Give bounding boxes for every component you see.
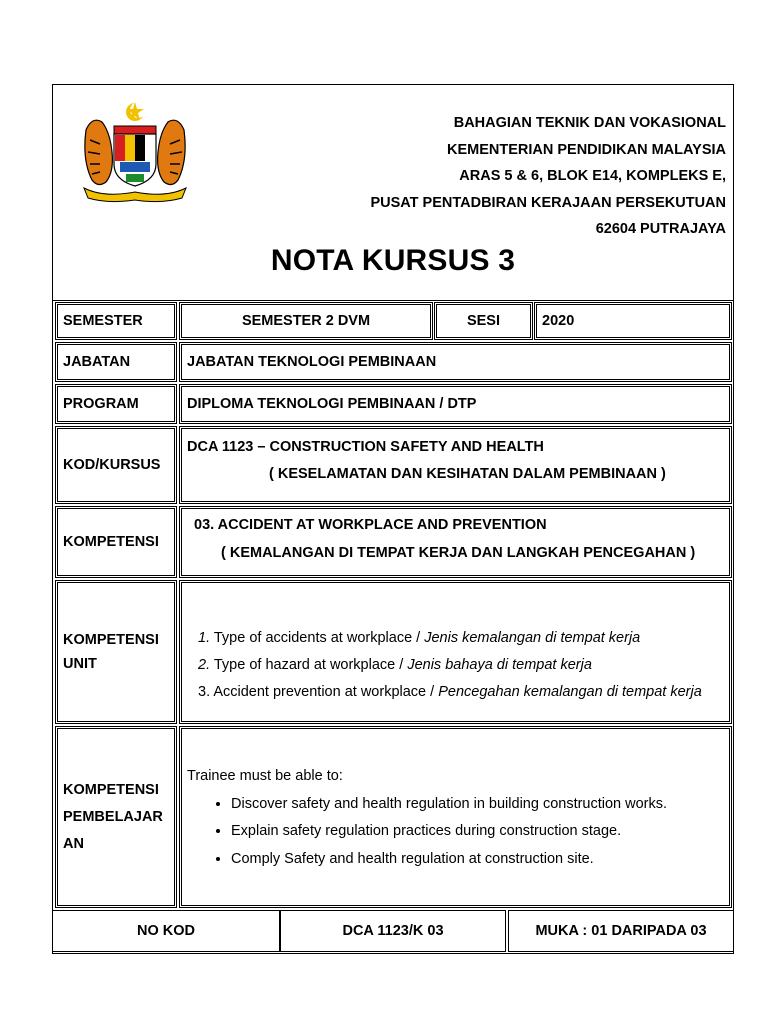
jabatan-label: JABATAN xyxy=(55,342,177,382)
kompetensi-pembelajaran-content xyxy=(179,726,732,908)
address-line: ARAS 5 & 6, BLOK E14, KOMPLEKS E, xyxy=(459,168,726,184)
address-line: 62604 PUTRAJAYA xyxy=(595,221,726,237)
sesi-label: SESI xyxy=(434,302,533,340)
program-label: PROGRAM xyxy=(55,384,177,424)
list-item: 3. Accident prevention at workplace / Pencegahan kemalangan di tempat kerja xyxy=(198,684,702,700)
address-line: KEMENTERIAN PENDIDIKAN MALAYSIA xyxy=(446,141,726,158)
kod-kursus-label: KOD/KURSUS xyxy=(55,426,177,504)
malaysia-coat-of-arms-icon xyxy=(78,100,192,204)
address-line: PUSAT PENTADBIRAN KERAJAAN PERSEKUTUAN xyxy=(370,194,726,211)
jabatan-value: JABATAN TEKNOLOGI PEMBINAAN xyxy=(179,342,732,382)
label-line: KOMPETENSI xyxy=(63,781,159,798)
kompetensi-label: KOMPETENSI xyxy=(55,506,177,578)
label-line: AN xyxy=(63,835,84,852)
competency-title-malay: ( KEMALANGAN DI TEMPAT KERJA DAN LANGKAH PENCEGAHAN ) xyxy=(221,545,696,561)
semester-label: SEMESTER xyxy=(55,302,177,340)
kod-kursus-value xyxy=(179,426,732,504)
document-page xyxy=(52,84,734,954)
list-item: 2. Type of hazard at workplace / Jenis bahaya di tempat kerja xyxy=(198,657,592,673)
kompetensi-unit-list xyxy=(179,580,732,724)
address-line: BAHAGIAN TEKNIK DAN VOKASIONAL xyxy=(453,115,726,131)
list-item: • Comply Safety and health regulation at construction site. xyxy=(231,846,731,874)
list-item: 1. Type of accidents at workplace / Jenis kemalangan di tempat kerja xyxy=(198,630,641,646)
list-item: • Discover safety and health regulation in building construction works. xyxy=(231,791,731,819)
document-header xyxy=(52,84,734,301)
course-title-malay: ( KESELAMATAN DAN KESIHATAN DALAM PEMBINAAN ) xyxy=(269,466,666,482)
no-kod-label: NO KOD xyxy=(52,910,280,952)
document-title: NOTA KURSUS 3 xyxy=(270,244,516,277)
issuer-address xyxy=(370,110,726,243)
program-value: DIPLOMA TEKNOLOGI PEMBINAAN / DTP xyxy=(179,384,732,424)
document-code: DCA 1123/K 03 xyxy=(280,910,506,952)
kompetensi-pembelajaran-label xyxy=(55,726,177,908)
competency-title: 03. ACCIDENT AT WORKPLACE AND PREVENTION xyxy=(194,517,547,533)
label-line: PEMBELAJAR xyxy=(63,808,163,825)
objectives-list xyxy=(187,791,731,874)
page-number: MUKA : 01 DARIPADA 03 xyxy=(508,910,734,952)
intro-text: Trainee must be able to: xyxy=(187,768,343,784)
list-item: • Explain safety regulation practices during construction stage. xyxy=(231,818,731,846)
course-code-title: DCA 1123 – CONSTRUCTION SAFETY AND HEALTH xyxy=(187,439,544,455)
kompetensi-value xyxy=(179,506,732,578)
semester-value: SEMESTER 2 DVM xyxy=(179,302,433,340)
label-line: KOMPETENSI xyxy=(63,632,159,648)
sesi-value: 2020 xyxy=(534,302,732,340)
kompetensi-unit-label xyxy=(55,580,177,724)
label-line: UNIT xyxy=(63,656,97,672)
